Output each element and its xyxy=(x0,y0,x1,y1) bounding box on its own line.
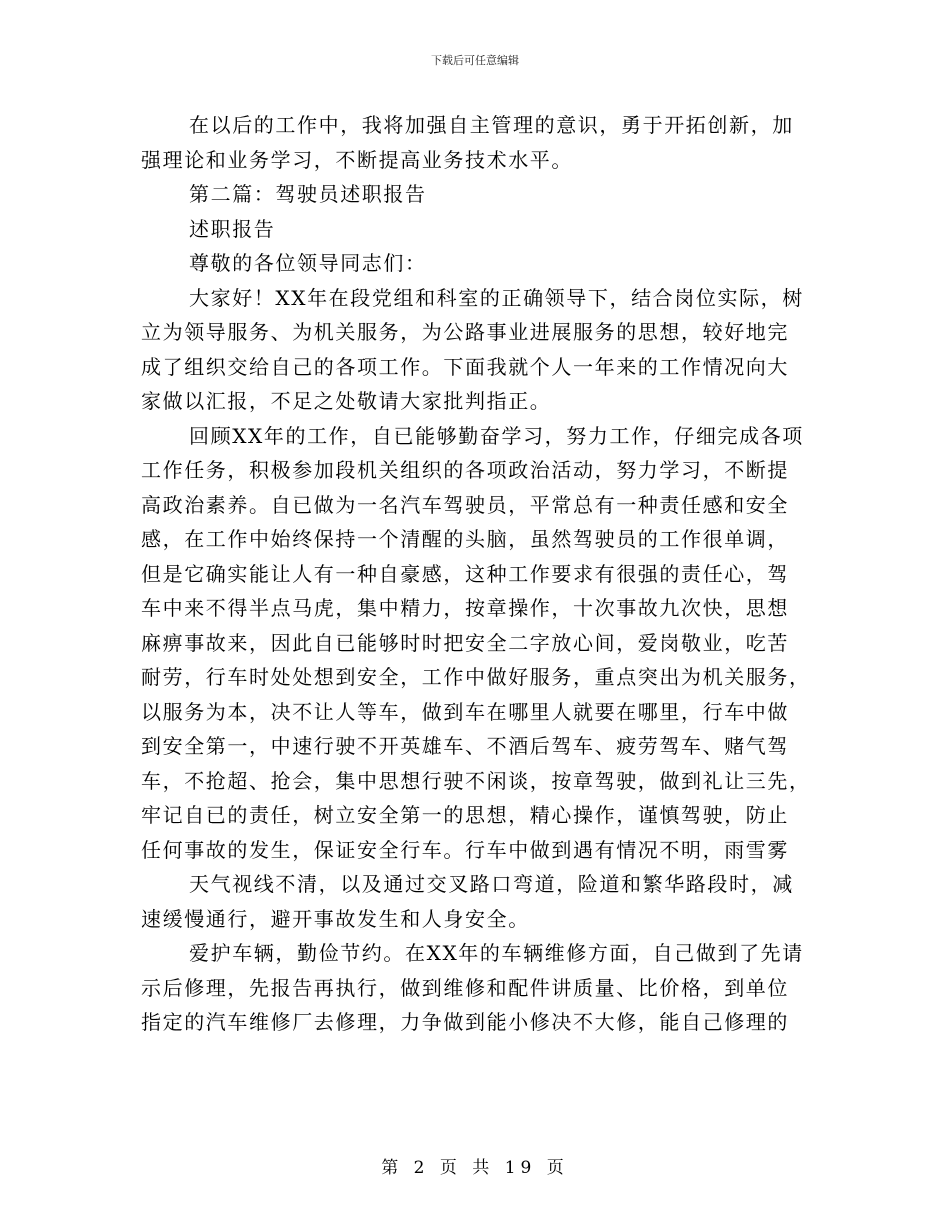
text-line: 感，在工作中始终保持一个清醒的头脑，虽然驾驶员的工作很单调， xyxy=(141,527,789,551)
page-footer: 第 2 页 共 19 页 xyxy=(381,1158,569,1178)
text-line: 尊敬的各位领导同志们： xyxy=(189,251,427,275)
text-line: 回顾XX年的工作，自已能够勤奋学习，努力工作，仔细完成各项 xyxy=(189,423,804,448)
text-line: 在以后的工作中，我将加强自主管理的意识，勇于开拓创新，加 xyxy=(189,113,794,137)
text-line: 速缓慢通行，避开事故发生和人身安全。 xyxy=(141,906,530,931)
text-line: 指定的汽车维修厂去修理，力争做到能小修决不大修，能自己修理的 xyxy=(141,1010,789,1034)
text-line: 爱护车辆，勤俭节约。在XX年的车辆维修方面，自己做到了先请 xyxy=(189,941,804,965)
text-line: 大家好！XX年在段党组和科室的正确领导下，结合岗位实际，树 xyxy=(189,285,804,310)
text-line: 高政治素养。自已做为一名汽车驾驶员，平常总有一种责任感和安全 xyxy=(141,492,789,517)
text-line: 成了组织交给自己的各项工作。下面我就个人一年来的工作情况向大 xyxy=(141,354,789,379)
text-line: 述职报告 xyxy=(189,216,276,241)
text-line: 强理论和业务学习，不断提高业务技术水平。 xyxy=(141,147,573,172)
text-line: 第二篇：驾驶员述职报告 xyxy=(189,182,427,206)
text-line: 天气视线不清，以及通过交叉路口弯道，险道和繁华路段时，减 xyxy=(189,872,794,896)
text-line: 车，不抢超、抢会，集中思想行驶不闲谈，按章驾驶，做到礼让三先， xyxy=(141,768,811,793)
document-body xyxy=(141,108,811,1040)
text-line: 耐劳，行车时处处想到安全，工作中做好服务，重点突出为机关服务， xyxy=(141,665,811,689)
text-line: 牢记自已的责任，树立安全第一的思想，精心操作，谨慎驾驶，防止 xyxy=(141,803,789,827)
text-line: 示后修理，先报告再执行，做到维修和配件讲质量、比价格，到单位 xyxy=(141,975,789,1000)
text-line: 麻痹事故来，因此自已能够时时把安全二字放心间，爱岗敬业，吃苦 xyxy=(141,630,789,655)
text-line: 工作任务，积极参加段机关组织的各项政治活动，努力学习，不断提 xyxy=(141,458,789,482)
text-line: 但是它确实能让人有一种自豪感，这种工作要求有很强的责任心，驾 xyxy=(141,561,789,586)
text-line: 车中来不得半点马虎，集中精力，按章操作，十次事故九次快，思想 xyxy=(141,596,789,620)
text-line: 立为领导服务、为机关服务，为公路事业进展服务的思想，较好地完 xyxy=(141,320,789,344)
text-line: 到安全第一，中速行驶不开英雄车、不酒后驾车、疲劳驾车、赌气驾 xyxy=(141,734,789,758)
text-line: 任何事故的发生，保证安全行车。行车中做到遇有情况不明，雨雪雾 xyxy=(141,837,789,862)
page-header: 下载后可任意编辑 xyxy=(431,54,519,67)
text-line: 以服务为本，决不让人等车，做到车在哪里人就要在哪里，行车中做 xyxy=(141,699,789,724)
text-line: 家做以汇报，不足之处敬请大家批判指正。 xyxy=(141,389,552,413)
